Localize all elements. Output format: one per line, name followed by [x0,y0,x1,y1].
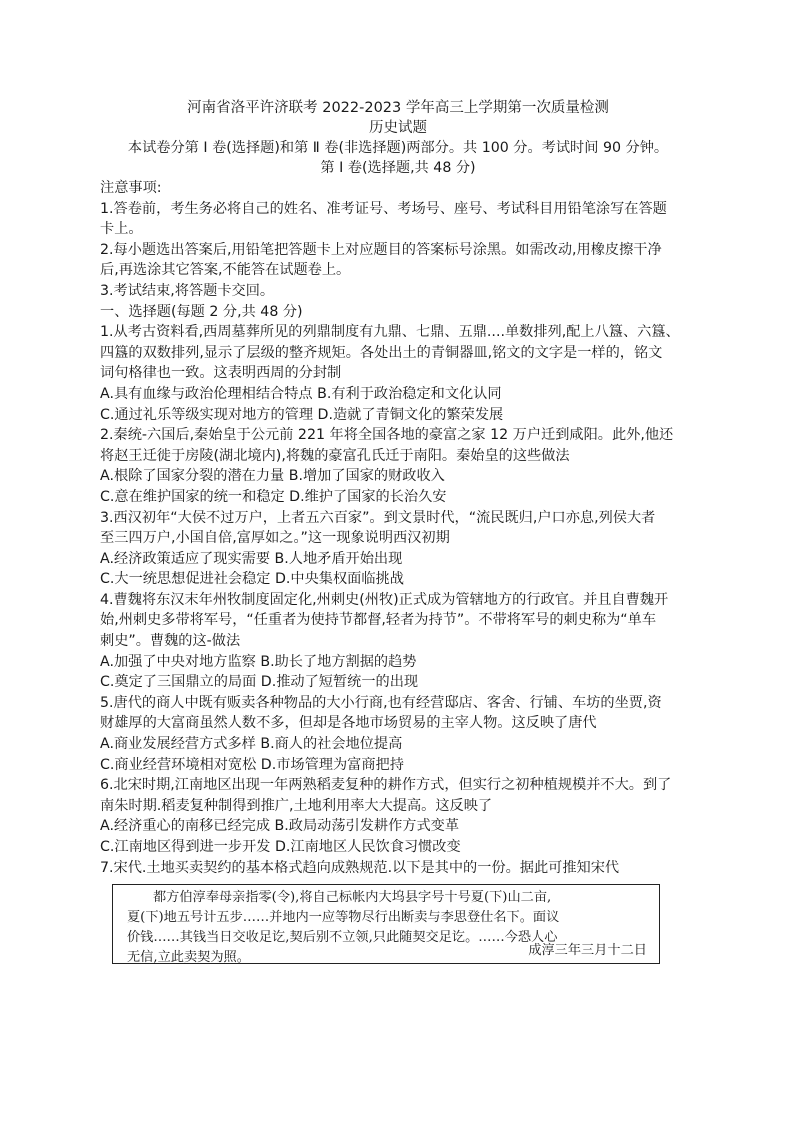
answer-options: A.经济政策适应了现实需要 B.人地矛盾开始出现 [100,550,403,567]
question-6 [100,775,678,857]
question-stem: 南朱时期.稻麦复种制得到推广,土地利用率大大提高。这反映了 [100,797,493,814]
exam-page [100,98,680,966]
notice-section [100,178,678,964]
question-stem: 3.西汉初年“大侯不过万户，上者五六百家”。到文景时代，“流民既归,户口亦息,列侯大者 [100,509,656,526]
exam-intro: 本试卷分第 I 卷(选择题)和第 Ⅱ 卷(非选择题)两部分。共 100 分。考试时间 90 分钟。 [127,140,669,156]
question-stem: 至三四万户,小国自倍,富厚如之。”这一现象说明西汉初期 [100,530,450,547]
volume-heading: 第 I 卷(选择题,共 48 分) [320,160,476,176]
question-stem: 始,州刺史多带将军号，“任重者为使持节都督,轻者为持节”。不带将军号的刺史称为“单车 [100,612,657,629]
question-stem: 2.秦统-六国后,秦始皇于公元前 221 年将全国各地的豪富之家 12 万户迁到咸阳。此外,他还 [100,427,674,444]
question-7 [100,858,678,879]
answer-options: C.商业经营环境相对宽松 D.市场管理为富商把持 [100,756,404,773]
answer-options: C.江南地区得到进一步开发 D.江南地区人民饮食习惯改变 [100,839,461,855]
notice-line: 2.每小题选出答案后,用铅笔把答题卡上对应题目的答案标号涂黑。如需改动,用橡皮擦干净 [100,241,662,258]
question-stem: 词句格律也一致。这表明西周的分封制 [100,365,342,382]
notice-line: 卡上。 [100,221,143,238]
exam-title: 河南省洛平许济联考 2022-2023 学年高三上学期第一次质量检测 [187,100,609,116]
question-stem: 6.北宋时期,江南地区出现一年两熟稻麦复种的耕作方式，但实行之初种植规模并不大。到了 [100,777,672,794]
question-5 [100,693,678,775]
answer-options: A.具有血缘与政治伦理相结合特点 B.有利于政治稳定和文化认同 [100,385,502,402]
question-stem: 1.从考古资料看,西周墓葬所见的列鼎制度有九鼎、七鼎、五鼎....单数排列,配上八簋、六簋、 [100,324,680,341]
answer-options: C.奠定了三国鼎立的局面 D.推动了短暂统一的出现 [100,674,419,691]
question-1 [100,322,678,425]
answer-options: A.加强了中央对地方监察 B.助长了地方割据的趋势 [100,653,417,670]
section-heading: 一、选择题(每题 2 分,共 48 分) [100,303,303,320]
answer-options: A.根除了国家分裂的潜在力量 B.增加了国家的财政收入 [100,468,445,485]
answer-options: A.商业发展经营方式多样 B.商人的社会地位提高 [100,736,403,753]
notice-heading: 注意事项: [100,180,162,196]
question-stem: 财雄厚的大富商虽然人数不多，但却是各地市场贸易的主宰人物。这反映了唐代 [100,715,597,732]
contract-line: 都方伯淳奉母亲指零(令),将自己标帐内大坞县字号十号夏(下)山二亩, [153,890,552,906]
exam-subject: 历史试题 [369,120,427,136]
notice-line: 3.考试结束,将答题卡交回。 [100,282,275,299]
notice-line: 1.答卷前，考生务必将自己的姓名、准考证号、考场号、座号、考试科目用铅笔涂写在答题 [100,200,667,217]
question-stem: 四簋的双数排列,显示了层级的整齐规矩。各处出土的青铜器皿,铭文的文字是一样的，铭文 [100,344,663,361]
answer-options: C.通过礼乐等级实现对地方的管理 D.造就了青铜文化的繁荣发展 [100,406,504,423]
answer-options: C.大一统思想促进社会稳定 D.中央集权面临挑战 [100,571,404,588]
contract-line: 夏(下)地五号计五步……并地内一应等物尽行出断卖与李思登仕名下。面议 [127,910,560,926]
contract-line: 无信,立此卖契为照。 [127,950,250,966]
question-stem: 5.唐代的商人中既有贩卖各种物品的大小行商,也有经营邸店、客舍、行铺、车坊的坐贾,资 [100,694,662,711]
contract-line: 价钱……其钱当日交收足讫,契后别不立领,只此随契交足讫。……今恐人心 [127,930,558,946]
question-stem: 刺史”。曹魏的这-做法 [100,633,241,650]
contract-date: 成淳三年三月十二日 [528,943,647,959]
answer-options: C.意在维护国家的统一和稳定 D.维护了国家的长治久安 [100,488,447,505]
question-3 [100,508,678,590]
notice-line: 后,再选涂其它答案,不能答在试题卷上。 [100,262,351,279]
contract-excerpt-box [112,884,660,964]
question-2 [100,425,678,507]
question-stem: 将赵王迁徙于房陵(湖北境内),将魏的豪富孔氏迁于南阳。秦始皇的这些做法 [100,447,570,464]
question-stem: 4.曹魏将东汉末年州牧制度固定化,州刺史(州牧)正式成为管辖地方的行政官。并且自曹魏开 [100,591,669,608]
answer-options: A.经济重心的南移已经完成 B.政局动荡引发耕作方式变革 [100,818,460,835]
question-4 [100,590,678,693]
question-stem: 7.宋代.土地买卖契约的基本格式趋向成熟规范.以下是其中的一份。据此可推知宋代 [100,859,620,876]
